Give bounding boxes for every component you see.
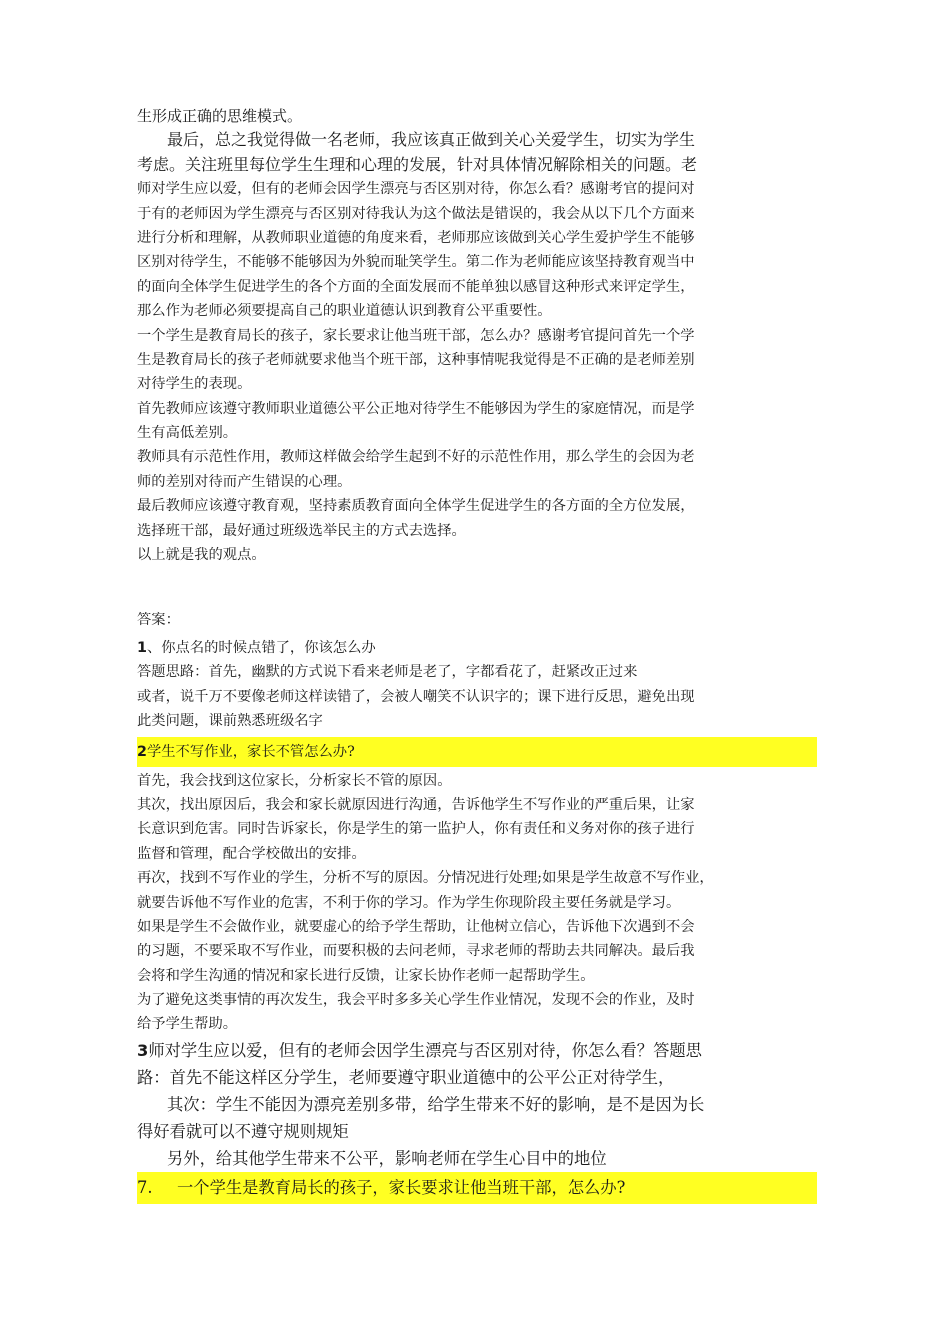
- answer-line: 长意识到危害。同时告诉家长，你是学生的第一监护人，你有责任和义务对你的孩子进行: [137, 821, 695, 838]
- paragraph-line: 最后教师应该遵守教育观，坚持素质教育面向全体学生促进学生的各方面的全方位发展，: [137, 498, 695, 515]
- paragraph-line: 师的差别对待而产生错误的心理。: [137, 473, 352, 490]
- question-1-title: 1、你点名的时候点错了，你该怎么办: [137, 640, 376, 657]
- answer-line: 监督和管理，配合学校做出的安排。: [137, 845, 366, 862]
- answer-line: 路：首先不能这样区分学生，老师要遵守职业道德中的公平公正对待学生，: [137, 1067, 675, 1087]
- question-3: [137, 1037, 817, 1172]
- paragraph-line: 生形成正确的思维模式。: [137, 107, 303, 125]
- answer-line: 会将和学生沟通的情况和家长进行反馈，让家长协作老师一起帮助学生。: [137, 967, 595, 984]
- paragraph-line: 那么作为老师必须要提高自己的职业道德认识到教育公平重要性。: [137, 303, 552, 320]
- answer-line: 其次：学生不能因为漂亮差别多带，给学生带来不好的影响，是不是因为长: [167, 1094, 705, 1114]
- paragraph-line: 区别对待学生，不能够不能够因为外貌而耻笑学生。第二作为老师能应该坚持教育观当中: [137, 254, 695, 271]
- paragraph-line: 首先教师应该遵守教师职业道德公平公正地对待学生不能够因为学生的家庭情况，而是学: [137, 400, 695, 417]
- answer-line: 另外，给其他学生带来不公平，影响老师在学生心目中的地位: [167, 1148, 607, 1168]
- top-section: [137, 104, 817, 567]
- answers-section: [137, 608, 817, 1204]
- paragraph-line: 生是教育局长的孩子老师就要求他当个班干部，这种事情呢我觉得是不正确的是老师差别: [137, 351, 695, 368]
- answer-line: 就要告诉他不写作业的危害，不利于你的学习。作为学生你现阶段主要任务就是学习。: [137, 894, 681, 911]
- paragraph-line: 生有高低差别。: [137, 425, 238, 442]
- paragraph-line: 以上就是我的观点。: [137, 547, 266, 564]
- answers-label: 答案：: [137, 612, 180, 628]
- paragraph-line: 对待学生的表现。: [137, 376, 252, 393]
- answer-line: 其次，找出原因后，我会和家长就原因进行沟通，告诉他学生不写作业的严重后果，让家: [137, 796, 695, 813]
- paragraph-line: 考虑。关注班里每位学生生理和心理的发展，针对具体情况解除相关的问题。老: [137, 154, 698, 174]
- answer-line: 答题思路：首先，幽默的方式说下看来老师是老了，字都看花了，赶紧改正过来: [137, 664, 638, 681]
- paragraph-line: 进行分析和理解，从教师职业道德的角度来看，老师那应该做到关心学生爱护学生不能够: [137, 229, 695, 246]
- question-3-title: 3师对学生应以爱，但有的老师会因学生漂亮与否区别对待，你怎么看？答题思: [137, 1040, 702, 1060]
- answer-line: 或者，说千万不要像老师这样读错了，会被人嘲笑不认识字的；课下进行反思，避免出现: [137, 688, 695, 705]
- question-2-title: 2学生不写作业，家长不管怎么办?: [137, 737, 817, 767]
- answer-line: 为了避免这类事情的再次发生，我会平时多多关心学生作业情况，发现不会的作业，及时: [137, 992, 695, 1009]
- answer-line: 再次，找到不写作业的学生，分析不写的原因。分情况进行处理;如果是学生故意不写作业，: [137, 870, 714, 887]
- answer-line: 首先，我会找到这位家长，分析家长不管的原因。: [137, 772, 452, 789]
- answer-line: 得好看就可以不遵守规则规矩: [137, 1121, 349, 1141]
- paragraph-line: 于有的老师因为学生漂亮与否区别对待我认为这个做法是错误的，我会从以下几个方面来: [137, 205, 695, 222]
- answer-line: 如果是学生不会做作业，就要虚心的给予学生帮助，让他树立信心，告诉他下次遇到不会: [137, 918, 695, 935]
- answer-line: 给予学生帮助。: [137, 1016, 238, 1033]
- paragraph-line: 的面向全体学生促进学生的各个方面的全面发展而不能单独以感冒这种形式来评定学生，: [137, 278, 695, 295]
- answer-line: 此类问题，课前熟悉班级名字: [137, 713, 323, 730]
- paragraph-line: 一个学生是教育局长的孩子，家长要求让他当班干部，怎么办？感谢考官提问首先一个学: [137, 327, 695, 344]
- paragraph-line: 教师具有示范性作用，教师这样做会给学生起到不好的示范性作用，那么学生的会因为老: [137, 449, 695, 466]
- question-2: [137, 769, 817, 1037]
- paragraph-line: 师对学生应以爱，但有的老师会因学生漂亮与否区别对待，你怎么看？感谢考官的提问对: [137, 181, 695, 198]
- paragraph-line: 选择班干部，最好通过班级选举民主的方式去选择。: [137, 522, 466, 539]
- answer-line: 的习题，不要采取不写作业，而要积极的去问老师，寻求老师的帮助去共同解决。最后我: [137, 943, 695, 960]
- paragraph-line: 最后，总之我觉得做一名老师，我应该真正做到关心关爱学生，切实为学生: [167, 130, 696, 150]
- question-7-title: 7. 一个学生是教育局长的孩子，家长要求让他当班干部，怎么办?: [137, 1172, 817, 1204]
- question-1: [137, 636, 817, 733]
